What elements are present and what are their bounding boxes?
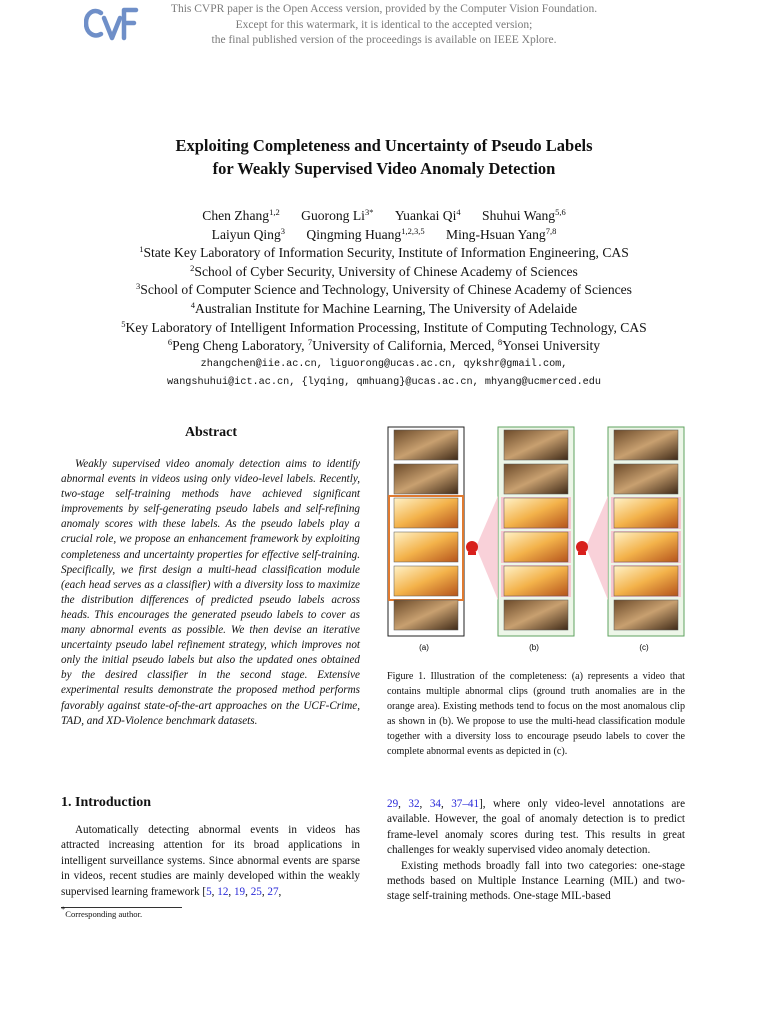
citation-link[interactable]: 5	[206, 885, 212, 898]
video-frame	[504, 600, 568, 630]
affiliation: $^3$School of Computer Science and Technology, University of Chinese Academy of Sciences	[136, 281, 632, 298]
alarm-icon	[466, 541, 478, 553]
focus-wedge	[476, 496, 498, 600]
video-frame	[504, 464, 568, 494]
video-frame	[504, 566, 568, 596]
paper-title	[60, 134, 708, 180]
panel-label-c: (c)	[639, 643, 649, 652]
alarm-icon-base	[578, 552, 586, 555]
author: Chen Zhang$^{1,2}$	[202, 207, 280, 223]
citation-link[interactable]: 19	[233, 885, 246, 898]
intro-paragraph: 29, 32, 34, 37–41], where only video-level annotations are available. However, the goal of anomaly detection is to predict frame-level anomaly scores during test. This results in great challenges for weakly supervised video anomaly detection.	[387, 798, 686, 857]
affiliation: $^2$School of Cyber Security, University of Chinese Academy of Sciences	[190, 262, 578, 279]
author-line	[40, 207, 728, 226]
citation-link[interactable]: 27	[267, 885, 279, 898]
video-frame	[394, 566, 458, 596]
citation-link[interactable]: 29	[387, 798, 399, 810]
video-frame	[394, 430, 458, 460]
watermark-line: Except for this watermark, it is identical to the accepted version;	[235, 18, 533, 31]
watermark	[140, 2, 628, 49]
citation-link[interactable]: 25	[250, 885, 262, 898]
intro-paragraph: Automatically detecting abnormal events in videos has attracted increasing attention for its broad applications in intelligent surveillance systems. Since abnormal events are sparse in videos, recent studies are mainly developed within the weakly supervised learning framework [5, 12, 19, 25, 27,	[61, 824, 360, 898]
abstract-heading: Abstract	[184, 425, 238, 440]
video-frame	[504, 532, 568, 562]
affiliation: $^5$Key Laboratory of Intelligent Information Processing, Institute of Computing Technology, CAS	[121, 318, 647, 335]
video-frame	[614, 430, 678, 460]
section-heading: 1. Introduction	[61, 795, 151, 810]
affiliation: $^4$Australian Institute for Machine Learning, The University of Adelaide	[190, 299, 578, 316]
title-line: for Weakly Supervised Video Anomaly Detection	[212, 159, 556, 178]
alarm-icon	[576, 541, 588, 553]
alarm-icon-base	[468, 552, 476, 555]
affiliation: $^1$State Key Laboratory of Information Security, Institute of Information Engineering, CAS	[139, 244, 629, 261]
watermark-line: the final published version of the proceedings is available on IEEE Xplore.	[211, 34, 557, 46]
video-frame	[614, 532, 678, 562]
affiliation: $^6$Peng Cheng Laboratory, $^7$University of California, Merced, $^8$Yonsei University	[167, 337, 601, 354]
video-frame	[504, 498, 568, 528]
intro-paragraph: Existing methods broadly fall into two categories: one-stage methods based on Multiple Instance Learning (MIL) and two-stage self-training methods. One-stage MIL-based	[387, 859, 685, 903]
video-frame	[614, 498, 678, 528]
email-line[interactable]: wangshuhui@ict.ac.cn, {lyqing, qmhuang}@ucas.ac.cn, mhyang@ucmerced.edu	[166, 377, 602, 389]
panel-label-a: (a)	[419, 643, 429, 652]
video-frame	[614, 464, 678, 494]
author: Qingming Huang$^{1,2,3,5}$	[306, 225, 425, 242]
panel-label-b: (b)	[529, 643, 539, 652]
watermark-line: This CVPR paper is the Open Access version, provided by the Computer Vision Foundation.	[170, 3, 598, 15]
author: Ming-Hsuan Yang$^{7,8}$	[445, 225, 557, 242]
author: Yuankai Qi$^4$	[394, 207, 461, 223]
footnote: *Corresponding author.	[61, 904, 143, 919]
video-frame	[614, 600, 678, 630]
citation-link[interactable]: 12	[217, 885, 229, 898]
citation-link[interactable]: 32	[408, 798, 420, 810]
focus-wedge	[586, 496, 608, 600]
video-frame	[394, 464, 458, 494]
author-line	[40, 226, 728, 245]
email-line[interactable]: zhangchen@iie.ac.cn, liguorong@ucas.ac.cn, qykshr@gmail.com,	[200, 358, 568, 370]
citation-link[interactable]: 34	[429, 798, 441, 810]
video-frame	[394, 600, 458, 630]
video-frame	[504, 430, 568, 460]
title-line: Exploiting Completeness and Uncertainty of Pseudo Labels	[175, 136, 593, 155]
video-frame	[614, 566, 678, 596]
author: Guorong $Li^{3*}$	[301, 207, 374, 223]
figure-caption: Figure 1. Illustration of the completeness: (a) represents a video that contains multiple abnormal clips (ground truth anomalies are in the orange area). Existing methods tend to focus on the most anomalous clip as shown in (b). We propose to use the multi-head classification module together with a diversity loss to encourage pseudo labels to cover the complete abnormal events as depicted in (c).	[387, 671, 685, 758]
author-block	[40, 207, 728, 393]
citation-link[interactable]: 37–41	[451, 798, 480, 810]
cvf-logo	[84, 4, 140, 42]
footnote-rule	[61, 907, 182, 908]
author: Laiyun Qing$^3$	[211, 225, 286, 242]
abstract-text: Weakly supervised video anomaly detection aims to identify abnormal events in videos using only video-level labels. Recently, two-stage self-training methods have achieved significant improvements by self-generating pseudo labels and self-refining anomaly scores with these labels. As the pseudo labels play a crucial role, we propose an enhancement framework by exploiting completeness and uncertainty properties for effective self-training. Specifically, we first design a multi-head classification module (each head serves as a classifier) with a diversity loss to maximize the distribution differences of predicted pseudo labels across heads. This encourages the generated pseudo labels to cover as many abnormal events as possible. We then devise an iterative uncertainty pseudo label refinement strategy, which improves not only the initial pseudo labels but also the updated ones obtained by the desired classifier in the second stage. Extensive experimental results demonstrate the proposed method performs favorably against state-of-the-art approaches on the UCF-Crime, TAD, and XD-Violence benchmark datasets.	[61, 458, 360, 727]
figure-1	[386, 426, 686, 656]
intro-continued	[387, 797, 685, 905]
video-frame	[394, 532, 458, 562]
author: Shuhui Wang$^{5,6}$	[482, 207, 566, 223]
video-frame	[394, 498, 458, 528]
